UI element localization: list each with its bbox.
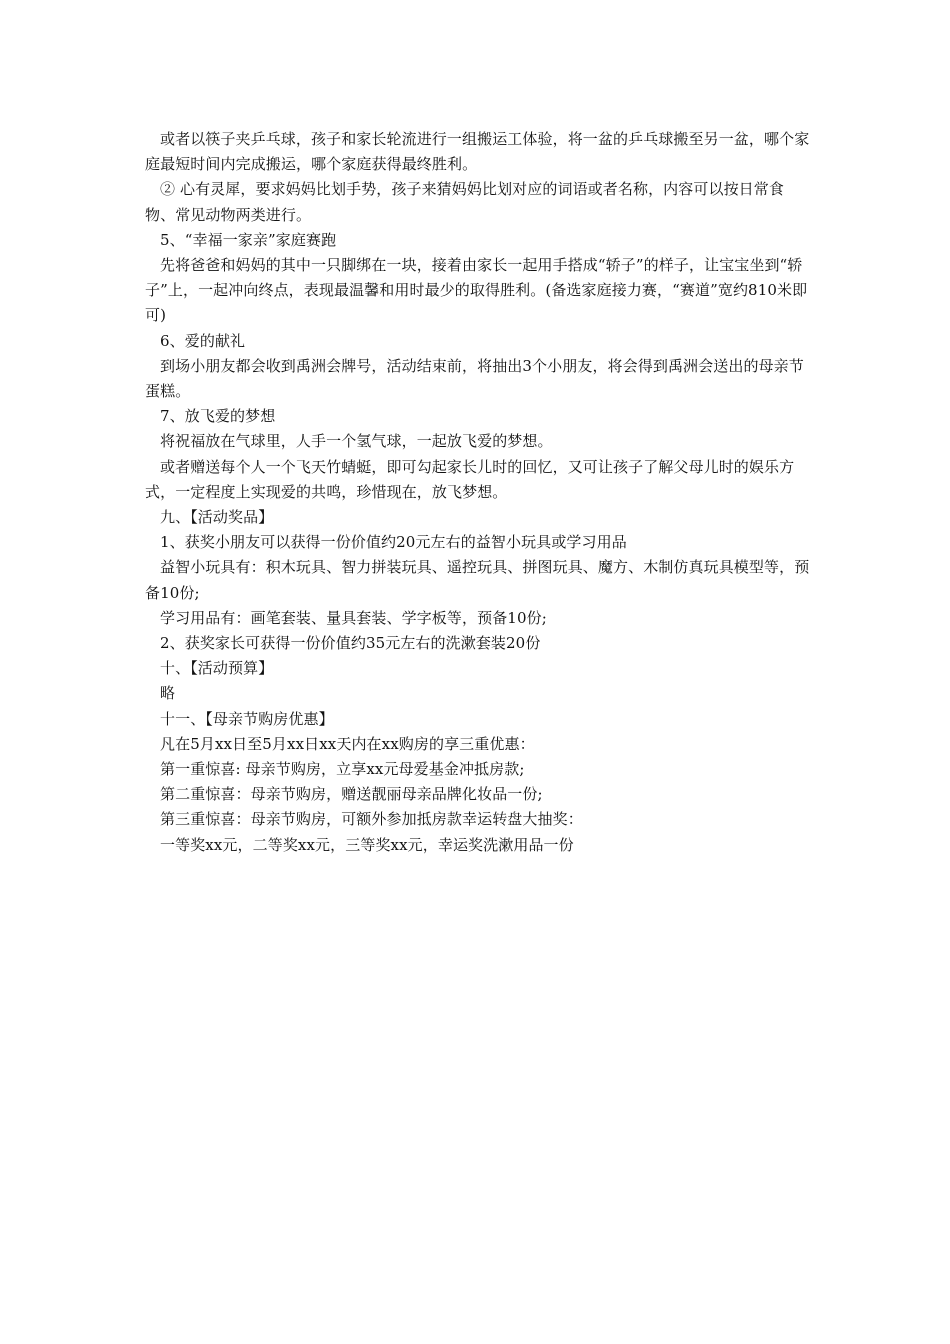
paragraph-child-prize: 1、获奖小朋友可以获得一份价值约20元左右的益智小玩具或学习用品: [160, 533, 627, 552]
paragraph-chopsticks-pingpong: 或者以筷子夹乒乓球，孩子和家长轮流进行一组搬运工体验，将一盆的乒乓球搬至另一盆，哪个家庭最短时间内完成搬运，哪个家庭获得最终胜利。: [145, 130, 810, 174]
heading-housing-offer: 十一、【母亲节购房优惠】: [160, 709, 334, 728]
heading-prizes: 九、【活动奖品】: [160, 508, 274, 527]
paragraph-second-surprise: 第二重惊喜：母亲节购房，赠送靓丽母亲品牌化妆品一份;: [160, 785, 543, 804]
heading-fly-dream: 7、放飞爱的梦想: [160, 407, 276, 426]
paragraph-parent-prize: 2、获奖家长可获得一份价值约35元左右的洗漱套装20份: [160, 634, 541, 653]
heading-budget: 十、【活动预算】: [160, 659, 274, 678]
document-body: [145, 127, 810, 858]
paragraph-balloons: 将祝福放在气球里，人手一个氢气球，一起放飞爱的梦想。: [160, 432, 553, 451]
paragraph-study-supplies: 学习用品有：画笔套装、量具套装、学字板等，预备10份;: [160, 608, 547, 627]
paragraph-budget: 略: [160, 684, 176, 703]
paragraph-telepathy-game: ② 心有灵犀，要求妈妈比划手势，孩子来猜妈妈比划对应的词语或者名称，内容可以按日常食物、常见动物两类进行。: [145, 180, 784, 224]
paragraph-family-race: 先将爸爸和妈妈的其中一只脚绑在一块，接着由家长一起用手搭成“轿子”的样子，让宝宝坐到“轿子”上，一起冲向终点，表现最温馨和用时最少的取得胜利。(备选家庭接力赛，“赛道”宽约810米即可): [145, 256, 808, 325]
paragraph-third-surprise: 第三重惊喜：母亲节购房，可额外参加抵房款幸运转盘大抽奖：: [160, 810, 583, 829]
paragraph-love-gift: 到场小朋友都会收到禹洲会牌号，活动结束前，将抽出3个小朋友，将会得到禹洲会送出的母亲节蛋糕。: [145, 356, 804, 401]
heading-family-race: 5、“幸福一家亲”家庭赛跑: [160, 230, 337, 249]
paragraph-first-surprise: 第一重惊喜: 母亲节购房，立享xx元母爱基金冲抵房款;: [160, 760, 525, 779]
paragraph-prize-tiers: 一等奖xx元，二等奖xx元，三等奖xx元，幸运奖洗漱用品一份: [160, 835, 574, 854]
paragraph-puzzle-toys: 益智小玩具有：积木玩具、智力拼装玩具、遥控玩具、拼图玩具、魔方、木制仿真玩具模型等，预备10份;: [145, 558, 810, 602]
heading-love-gift: 6、爱的献礼: [160, 331, 246, 350]
paragraph-bamboo-dragonfly: 或者赠送每个人一个飞天竹蜻蜓，即可勾起家长儿时的回忆，又可让孩子了解父母儿时的娱乐方式，一定程度上实现爱的共鸣，珍惜现在，放飞梦想。: [145, 457, 795, 501]
paragraph-offer-period: 凡在5月xx日至5月xx日xx天内在xx购房的享三重优惠：: [160, 734, 535, 753]
